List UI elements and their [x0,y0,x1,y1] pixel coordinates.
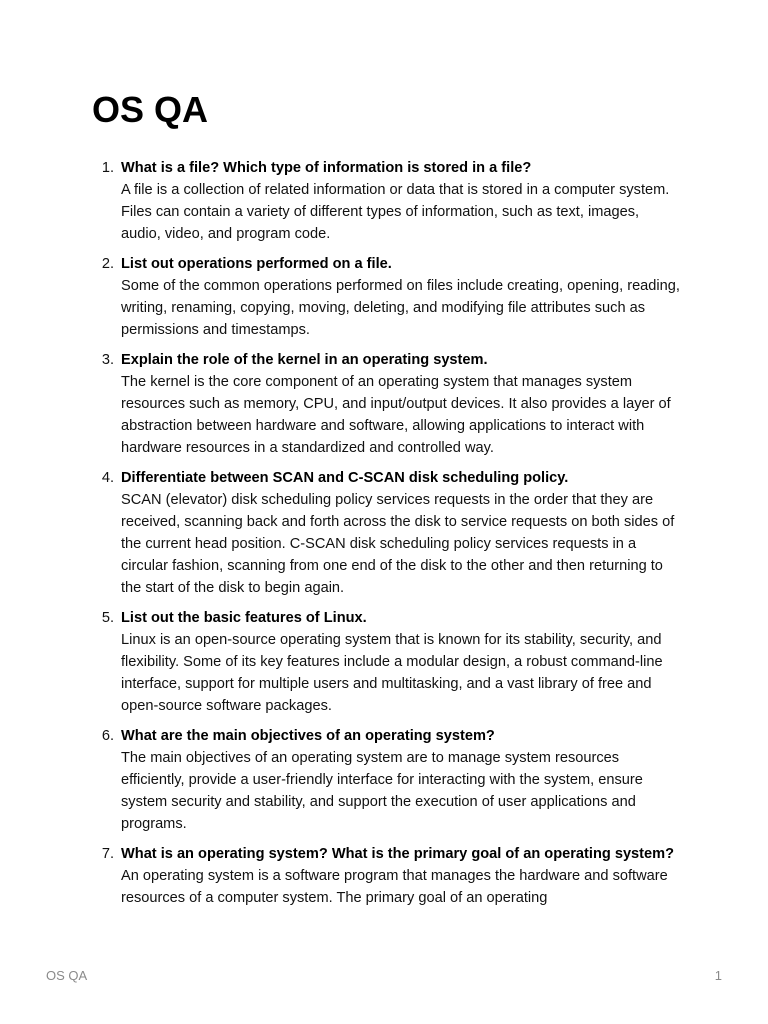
footer-page-number: 1 [714,968,722,983]
qa-number: 3. [101,352,114,368]
qa-item-1 [92,157,682,245]
qa-question: List out the basic features of Linux. [121,610,367,626]
qa-number: 2. [101,256,114,272]
qa-answer: The kernel is the core component of an operating system that manages system resources such as memory, CPU, and input/output devices. It also provides a layer of abstraction between hardware and software, allowing applications to interact with hardware resources in a standardized and controlled way. [121,374,671,456]
qa-number: 1. [101,160,114,176]
page-title: OS QA [92,89,209,130]
qa-item-4 [92,467,682,599]
qa-item-5 [92,607,682,717]
qa-item-2 [92,253,682,341]
qa-number: 7. [101,846,114,862]
qa-answer: SCAN (elevator) disk scheduling policy services requests in the order that they are received, scanning back and forth across the disk to service requests on both sides of the current head position. C-SCAN disk scheduling policy services requests in a circular fashion, scanning from one end of the disk to the other and then returning to the start of the disk to begin again. [121,492,675,596]
qa-answer: The main objectives of an operating system are to manage system resources efficiently, provide a user-friendly interface for interacting with the system, ensure system security and stability, and support the execution of user applications and programs. [121,750,643,832]
qa-question: List out operations performed on a file. [121,256,392,272]
qa-question: Differentiate between SCAN and C-SCAN disk scheduling policy. [121,470,569,486]
qa-item-7 [92,843,682,909]
qa-number: 5. [101,610,114,626]
qa-number: 6. [101,728,114,744]
qa-number: 4. [101,470,114,486]
qa-item-3 [92,349,682,459]
qa-question: What is a file? Which type of information is stored in a file? [121,160,532,176]
footer-document-title: OS QA [46,968,88,983]
qa-question: What is an operating system? What is the primary goal of an operating system? [121,846,675,862]
qa-answer: A file is a collection of related information or data that is stored in a computer system. Files can contain a variety of different types of information, such as text, images, audio, video, and program code. [121,182,670,242]
qa-answer: An operating system is a software program that manages the hardware and software resources of a computer system. The primary goal of an operating [121,868,668,906]
qa-question: Explain the role of the kernel in an operating system. [121,352,488,368]
qa-answer: Some of the common operations performed on files include creating, opening, reading, writing, renaming, copying, moving, deleting, and modifying file attributes such as permissions and timestamps. [121,278,680,338]
qa-list [92,157,682,917]
qa-question: What are the main objectives of an operating system? [121,728,495,744]
qa-answer: Linux is an open-source operating system that is known for its stability, security, and flexibility. Some of its key features include a modular design, a robust command-line interface, support for multiple users and multitasking, and a vast library of free and open-source software packages. [121,632,663,714]
qa-item-6 [92,725,682,835]
